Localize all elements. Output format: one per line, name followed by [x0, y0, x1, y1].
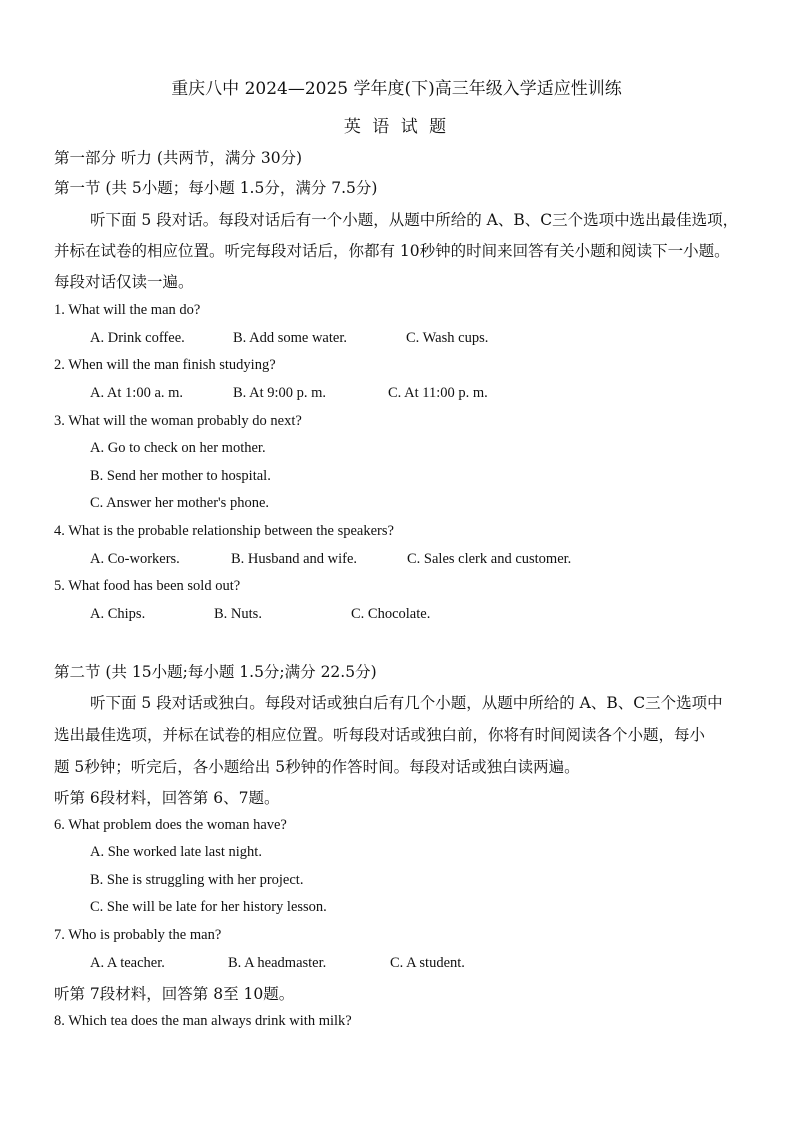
question-7-stem: 7. Who is probably the man? — [54, 927, 222, 943]
question-3-option-a: A. Go to check on her mother. — [90, 440, 266, 456]
section1-instruction-line1: 听下面 5 段对话。每段对话后有一个小题，从题中所给的 A、B、C三个选项中选出最佳选项， — [90, 211, 739, 229]
question-1-option-b: B. Add some water. — [233, 330, 347, 346]
question-4-option-c: C. Sales clerk and customer. — [407, 551, 572, 567]
question-2-stem: 2. When will the man finish studying? — [54, 357, 276, 373]
material-6-instruction: 听第 6段材料，回答第 6、7题。 — [54, 789, 280, 807]
question-3-option-c: C. Answer her mother's phone. — [90, 495, 269, 511]
question-2-option-a: A. At 1:00 a. m. — [90, 385, 184, 401]
question-6-option-b: B. She is struggling with her project. — [90, 872, 304, 888]
exam-subtitle: 英 语 试 题 — [343, 117, 450, 137]
question-6-option-c: C. She will be late for her history lesson. — [90, 899, 327, 915]
section2-instruction-line3: 题 5秒钟；听完后，各小题给出 5秒钟的作答时间。每段对话或独白读两遍。 — [54, 758, 580, 776]
question-1-option-c: C. Wash cups. — [406, 330, 489, 346]
question-5-option-a: A. Chips. — [90, 606, 146, 622]
question-7-option-c: C. A student. — [390, 955, 465, 971]
question-5-option-b: B. Nuts. — [214, 606, 262, 622]
section1-instruction-line3: 每段对话仅读一遍。 — [54, 273, 194, 291]
question-6-option-a: A. She worked late last night. — [90, 844, 262, 860]
section1-instruction-line2: 并标在试卷的相应位置。听完每段对话后，你都有 10秒钟的时间来回答有关小题和阅读下一小题。 — [54, 242, 730, 260]
section1-heading: 第一节 (共 5小题；每小题 1.5分，满分 7.5分) — [54, 179, 378, 197]
question-1-stem: 1. What will the man do? — [54, 302, 201, 318]
question-2-option-b: B. At 9:00 p. m. — [233, 385, 327, 401]
question-7-option-a: A. A teacher. — [90, 955, 165, 971]
question-5-stem: 5. What food has been sold out? — [54, 578, 241, 594]
question-7-option-b: B. A headmaster. — [228, 955, 327, 971]
section2-instruction-line2: 选出最佳选项，并标在试卷的相应位置。听每段对话或独白前，你将有时间阅读各个小题，每小 — [54, 726, 706, 744]
question-3-stem: 3. What will the woman probably do next? — [54, 413, 302, 429]
question-6-stem: 6. What problem does the woman have? — [54, 817, 287, 833]
question-4-option-a: A. Co-workers. — [90, 551, 180, 567]
question-1-option-a: A. Drink coffee. — [90, 330, 185, 346]
part1-heading: 第一部分 听力 (共两节，满分 30分) — [54, 149, 303, 167]
material-7-instruction: 听第 7段材料，回答第 8至 10题。 — [54, 985, 295, 1003]
question-5-option-c: C. Chocolate. — [351, 606, 431, 622]
section2-instruction-line1: 听下面 5 段对话或独白。每段对话或独白后有几个小题，从题中所给的 A、B、C三个选项中 — [90, 694, 723, 712]
question-3-option-b: B. Send her mother to hospital. — [90, 468, 271, 484]
question-8-stem: 8. Which tea does the man always drink with milk? — [54, 1013, 352, 1029]
exam-title: 重庆八中 2024—2025 学年度(下)高三年级入学适应性训练 — [171, 79, 622, 99]
section2-heading: 第二节 (共 15小题;每小题 1.5分;满分 22.5分) — [54, 663, 377, 681]
question-2-option-c: C. At 11:00 p. m. — [388, 385, 488, 401]
question-4-stem: 4. What is the probable relationship between the speakers? — [54, 523, 394, 539]
question-4-option-b: B. Husband and wife. — [231, 551, 358, 567]
